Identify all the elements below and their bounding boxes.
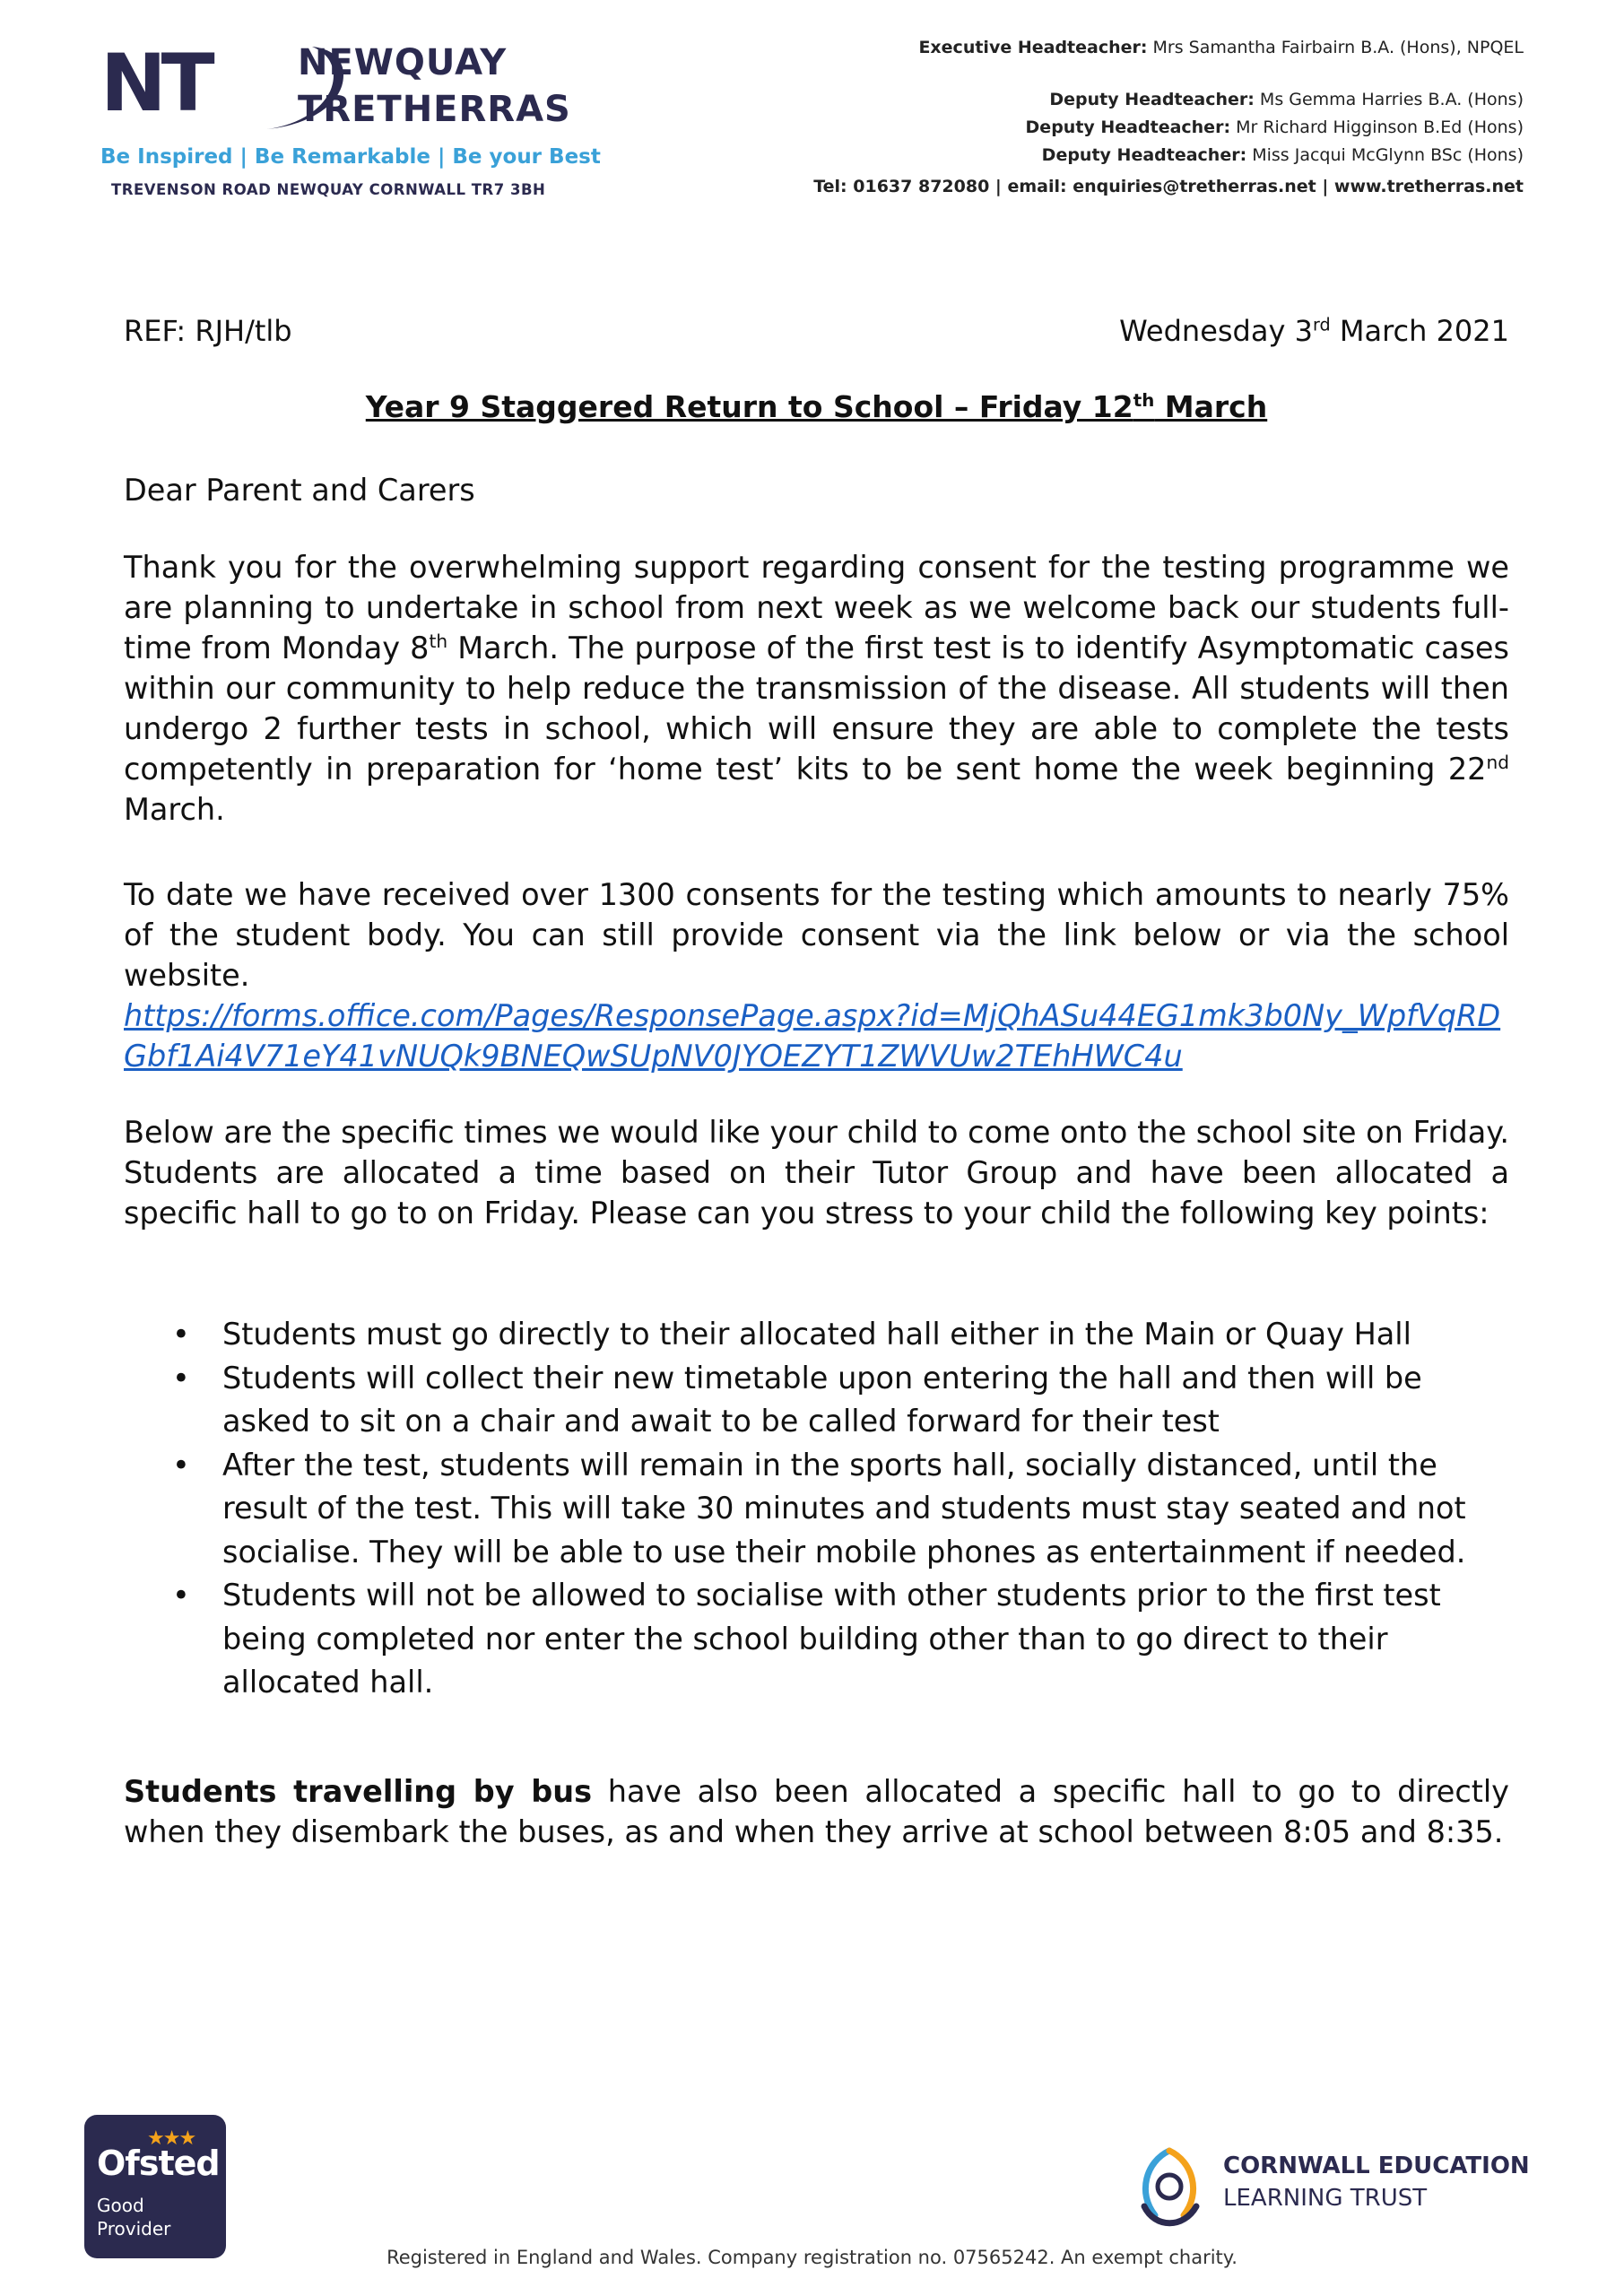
trust-emblem-icon <box>1128 2144 1211 2233</box>
paragraph-arrival-times: Below are the specific times we would like your child to come onto the school site on Friday. Students are allocated a time based on their Tutor Group and have been allocated a specific hall to go to on Friday. Please can you stress to your child the following key points: <box>124 1115 1509 1231</box>
letter-title: Year 9 Staggered Return to School – Friday 12th March <box>365 389 1268 424</box>
paragraph-bus-students: Students travelling by bus have also been allocated a specific hall to go to directly when they disembark the buses, as and when they arrive at school between 8:05 and 8:35. <box>124 1774 1509 1849</box>
list-item: • Students must go directly to their allocated hall either in the Main or Quay Hall <box>172 1317 1411 1352</box>
school-logo <box>100 36 603 215</box>
school-name-line2: TRETHERRAS <box>298 89 571 130</box>
staff-line: Deputy Headteacher: Mr Richard Higginson B.Ed (Hons) <box>1025 117 1524 137</box>
contact-details: Tel: 01637 872080 | email: enquiries@tretherras.net | www.tretherras.net <box>813 177 1524 196</box>
letter-reference: REF: RJH/tlb <box>124 314 292 348</box>
staff-line: Deputy Headteacher: Miss Jacqui McGlynn BSc (Hons) <box>1041 145 1524 165</box>
letter-date: Wednesday 3rd March 2021 <box>1119 314 1509 348</box>
staff-line: Executive Headteacher: Mrs Samantha Fairbairn B.A. (Hons), NPQEL <box>918 38 1524 57</box>
paragraph-consents: To date we have received over 1300 consents for the testing which amounts to nearly 75% of the student body. You can still provide consent via the link below or via the school website. <box>124 877 1509 993</box>
staff-list <box>813 34 1524 201</box>
paragraph-testing-programme: Thank you for the overwhelming support regarding consent for the testing programme we are planning to undertake in school from next week as we welcome back our students full-time from Monday 8th March. The purpose of the first test is to identify Asymptomatic cases within our community to help reduce the transmission of the disease. All students will then undergo 2 further tests in school, which will ensure they are able to complete the tests competently in preparation for ‘home test’ kits to be sent home the week beginning 22nd March. <box>124 550 1509 827</box>
nt-logo-mark: NT <box>100 37 210 129</box>
school-name <box>298 39 571 133</box>
key-points-list <box>124 1313 1509 1705</box>
ofsted-brand: Ofsted <box>97 2144 220 2183</box>
trust-name-line2: LEARNING TRUST <box>1223 2185 1428 2212</box>
ofsted-badge <box>84 2115 226 2258</box>
school-tagline: Be Inspired | Be Remarkable | Be your Best <box>100 145 601 169</box>
trust-name-line1: CORNWALL EDUCATION <box>1223 2152 1530 2179</box>
list-item: • After the test, students will remain in the sports hall, socially distanced, until the result of the test. This will take 30 minutes and students must stay seated and not socialise. They will be able to use their mobile phones as entertainment if needed. <box>172 1447 1466 1570</box>
salutation: Dear Parent and Carers <box>124 473 475 508</box>
ofsted-stars-icon: ★★★ <box>147 2127 195 2150</box>
school-name-line1: NEWQUAY <box>298 42 508 83</box>
list-item: • Students will not be allowed to socialise with other students prior to the first test being completed nor enter the school building other than to go direct to their allocated hall. <box>172 1578 1441 1700</box>
school-address: TREVENSON ROAD NEWQUAY CORNWALL TR7 3BH <box>111 181 546 198</box>
trust-logo <box>1128 2144 1532 2242</box>
ofsted-grade: Good Provider <box>97 2195 171 2239</box>
staff-line: Deputy Headteacher: Ms Gemma Harries B.A. (Hons) <box>1049 90 1524 109</box>
registration-note: Registered in England and Wales. Company registration no. 07565242. An exempt charity. <box>386 2247 1238 2268</box>
consent-form-link[interactable]: https://forms.office.com/Pages/ResponsePage.aspx?id=MjQhASu44EG1mk3b0Ny_WpfVqRDGbf1Ai4V71eY41vNUQk9BNEQwSUpNV0JYOEZYT1ZWVUw2TEhHWC4u <box>124 998 1501 1074</box>
list-item: • Students will collect their new timetable upon entering the hall and then will be asked to sit on a chair and await to be called forward for their test <box>172 1360 1422 1439</box>
